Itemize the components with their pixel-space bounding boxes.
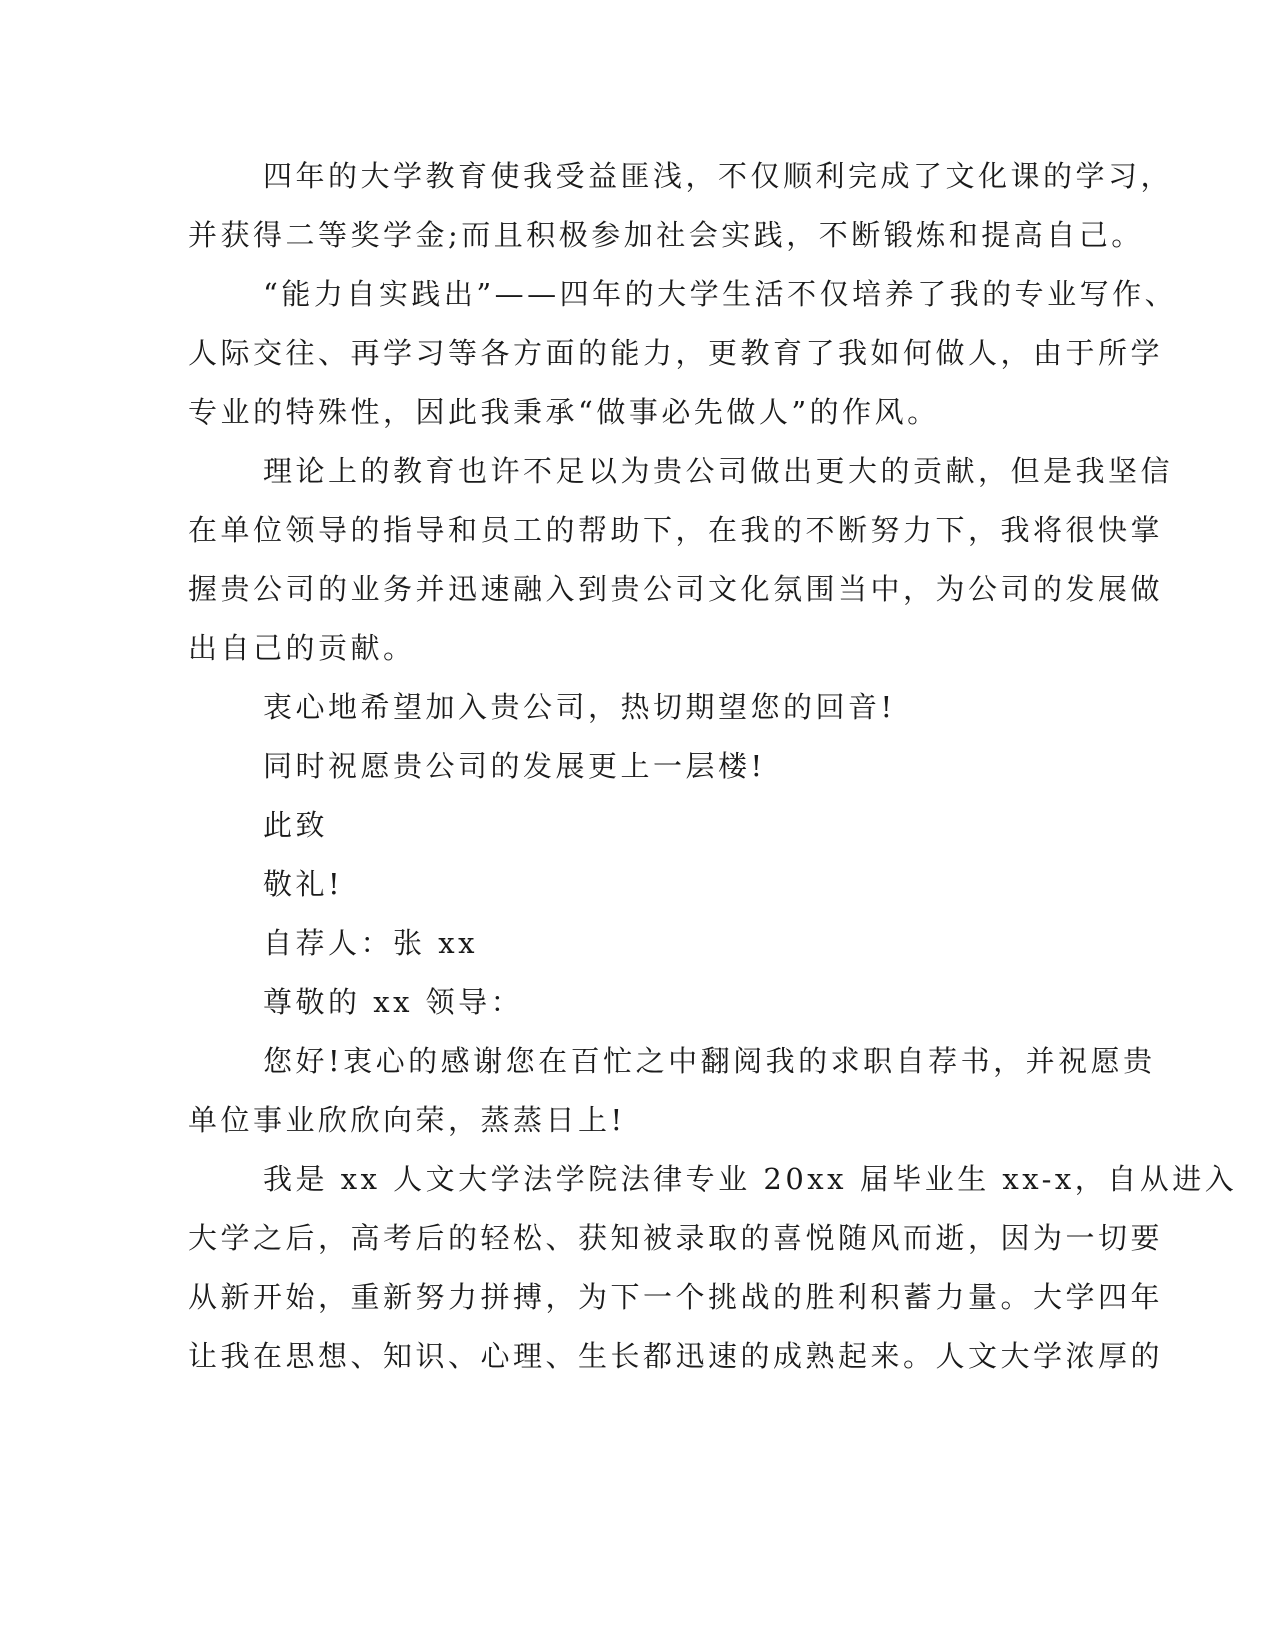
signature-line: 自荐人：张 xx bbox=[263, 926, 478, 960]
greeting-line: 尊敬的 xx 领导： bbox=[263, 985, 524, 1019]
paragraph-line: 单位事业欣欣向荣，蒸蒸日上! bbox=[188, 1103, 626, 1137]
paragraph-line: 出自己的贡献。 bbox=[188, 631, 416, 665]
paragraph-line: 我是 xx 人文大学法学院法律专业 20xx 届毕业生 xx-x，自从进入 bbox=[263, 1162, 1238, 1196]
paragraph-line: 四年的大学教育使我受益匪浅，不仅顺利完成了文化课的学习， bbox=[263, 159, 1174, 193]
paragraph-line: 大学之后，高考后的轻松、获知被录取的喜悦随风而逝，因为一切要 bbox=[188, 1221, 1164, 1255]
closing-salutation: 此致 bbox=[263, 808, 329, 842]
paragraph-line: 从新开始，重新努力拼搏，为下一个挑战的胜利积蓄力量。大学四年 bbox=[188, 1280, 1164, 1314]
closing-regards: 敬礼! bbox=[263, 867, 344, 901]
paragraph-line: 衷心地希望加入贵公司，热切期望您的回音! bbox=[263, 690, 896, 724]
paragraph-line: 理论上的教育也许不足以为贵公司做出更大的贡献，但是我坚信 bbox=[263, 454, 1174, 488]
paragraph-line: 让我在思想、知识、心理、生长都迅速的成熟起来。人文大学浓厚的 bbox=[188, 1339, 1164, 1373]
paragraph-line: 同时祝愿贵公司的发展更上一层楼! bbox=[263, 749, 766, 783]
paragraph-line: 人际交往、再学习等各方面的能力，更教育了我如何做人，由于所学 bbox=[188, 336, 1164, 370]
paragraph-line: 专业的特殊性，因此我秉承“做事必先做人”的作风。 bbox=[188, 395, 940, 429]
paragraph-line: 握贵公司的业务并迅速融入到贵公司文化氛围当中，为公司的发展做 bbox=[188, 572, 1164, 606]
paragraph-line: 您好!衷心的感谢您在百忙之中翻阅我的求职自荐书，并祝愿贵 bbox=[263, 1044, 1156, 1078]
paragraph-line: “能力自实践出”——四年的大学生活不仅培养了我的专业写作、 bbox=[263, 277, 1178, 311]
paragraph-line: 在单位领导的指导和员工的帮助下，在我的不断努力下，我将很快掌 bbox=[188, 513, 1164, 547]
paragraph-line: 并获得二等奖学金;而且积极参加社会实践，不断锻炼和提高自己。 bbox=[188, 218, 1144, 252]
